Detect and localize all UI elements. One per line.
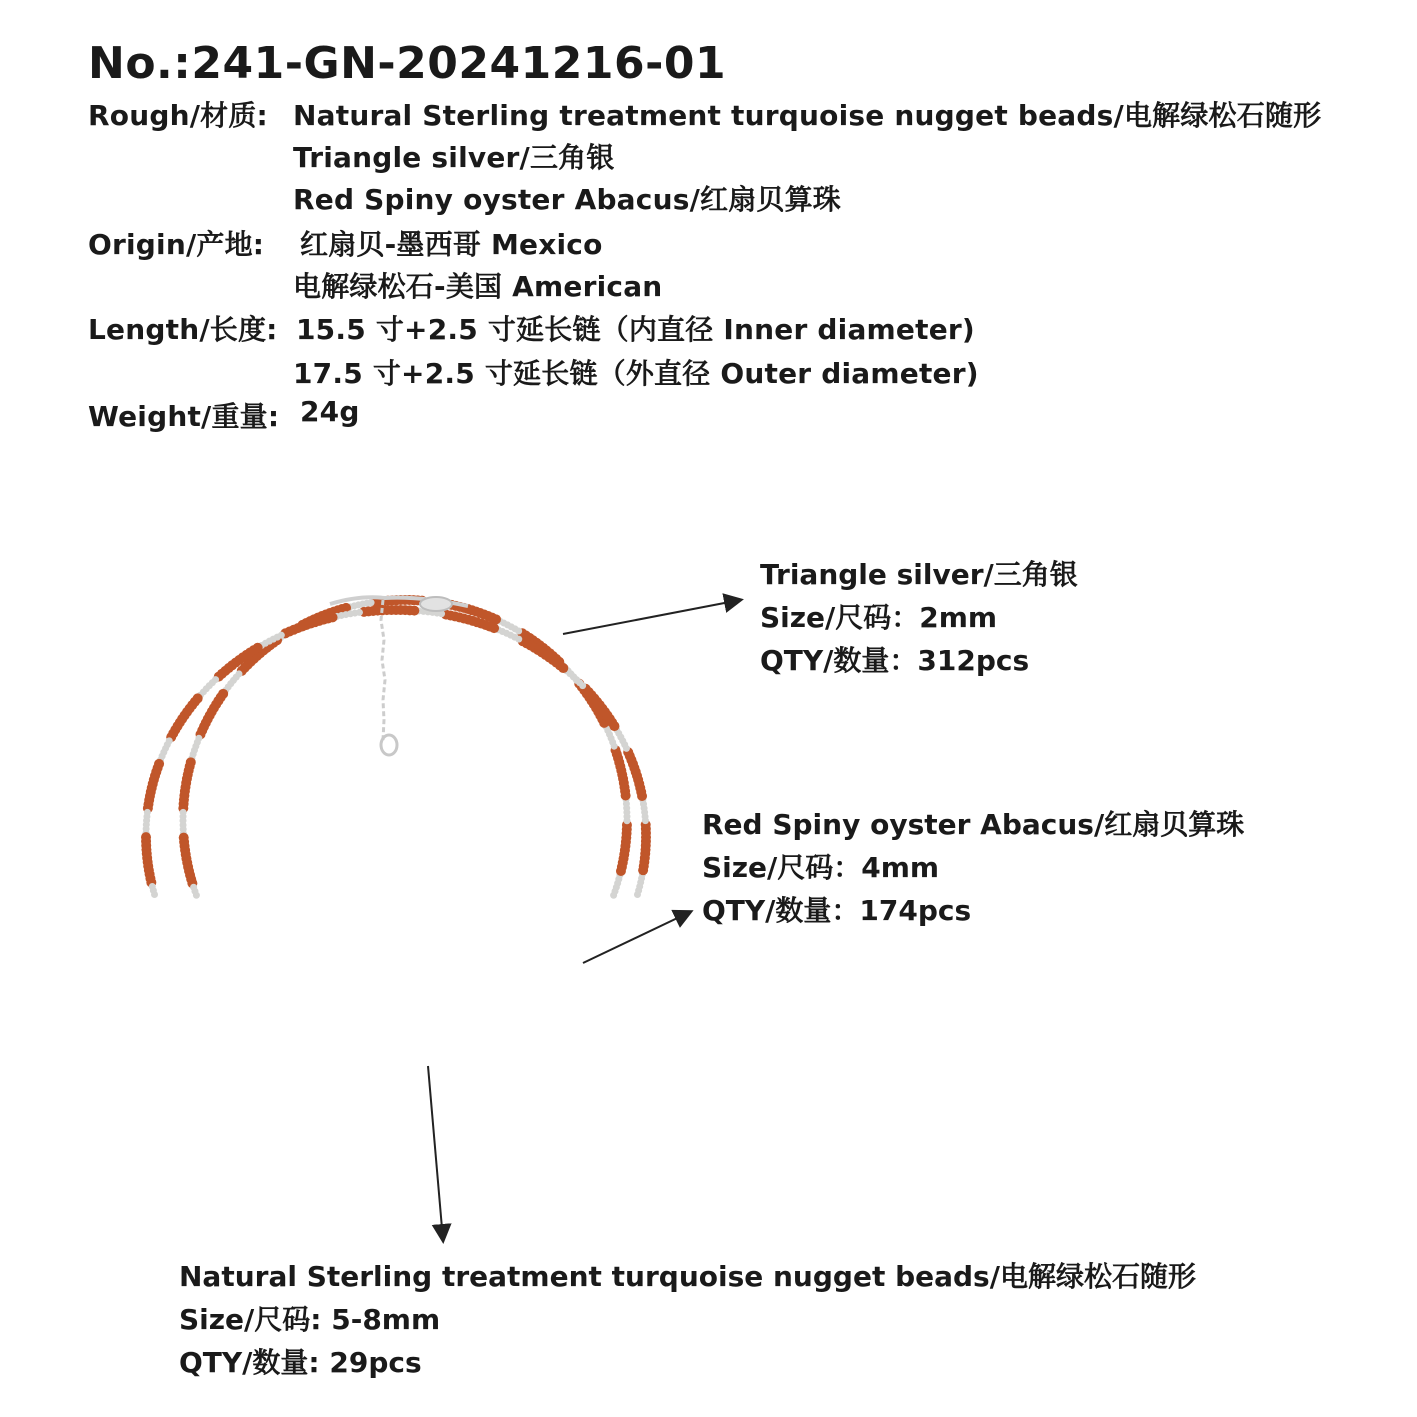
callout-spiny-qty: QTY/数量：174pcs <box>702 894 972 927</box>
callout-silver <box>760 553 1078 682</box>
rough-value-turquoise: Natural Sterling treatment turquoise nugget beads/电解绿松石随形 <box>293 99 1322 132</box>
callout-spiny-name: Red Spiny oyster Abacus/红扇贝算珠 <box>702 808 1245 841</box>
origin-value-turquoise: 电解绿松石-美国 American <box>293 270 663 303</box>
silver-bead <box>151 891 158 898</box>
clasp-chain <box>330 597 468 755</box>
arrow-turquoise <box>428 1066 443 1240</box>
callout-turquoise-qty: QTY/数量: 29pcs <box>179 1346 422 1379</box>
origin-value-spiny: 红扇贝-墨西哥 Mexico <box>300 228 603 261</box>
callout-spiny-size: Size/尺码：4mm <box>702 851 940 884</box>
silver-bead <box>193 892 200 899</box>
rough-value-spiny: Red Spiny oyster Abacus/红扇贝算珠 <box>293 183 841 216</box>
callout-turquoise <box>179 1255 1196 1384</box>
callout-turquoise-name: Natural Sterling treatment turquoise nugget beads/电解绿松石随形 <box>179 1260 1196 1293</box>
origin-label: Origin/产地: <box>88 228 265 261</box>
callout-turquoise-size: Size/尺码: 5-8mm <box>179 1303 441 1336</box>
weight-label: Weight/重量: <box>88 400 280 433</box>
length-outer: 17.5 寸+2.5 寸延长链（外直径 Outer diameter) <box>293 357 979 390</box>
product-number: No.:241-GN-20241216-01 <box>88 38 727 89</box>
callout-silver-size: Size/尺码：2mm <box>760 601 998 634</box>
rough-value-silver: Triangle silver/三角银 <box>293 141 615 174</box>
rough-label: Rough/材质: <box>88 99 268 132</box>
callout-silver-qty: QTY/数量：312pcs <box>760 644 1030 677</box>
length-label: Length/长度: <box>88 313 278 346</box>
weight-value: 24g <box>300 395 360 428</box>
length-inner: 15.5 寸+2.5 寸延长链（内直径 Inner diameter) <box>296 313 975 346</box>
arrow-silver <box>563 600 740 634</box>
callout-spiny <box>702 803 1244 932</box>
arrow-spiny <box>583 912 690 963</box>
callout-silver-name: Triangle silver/三角银 <box>760 558 1078 591</box>
